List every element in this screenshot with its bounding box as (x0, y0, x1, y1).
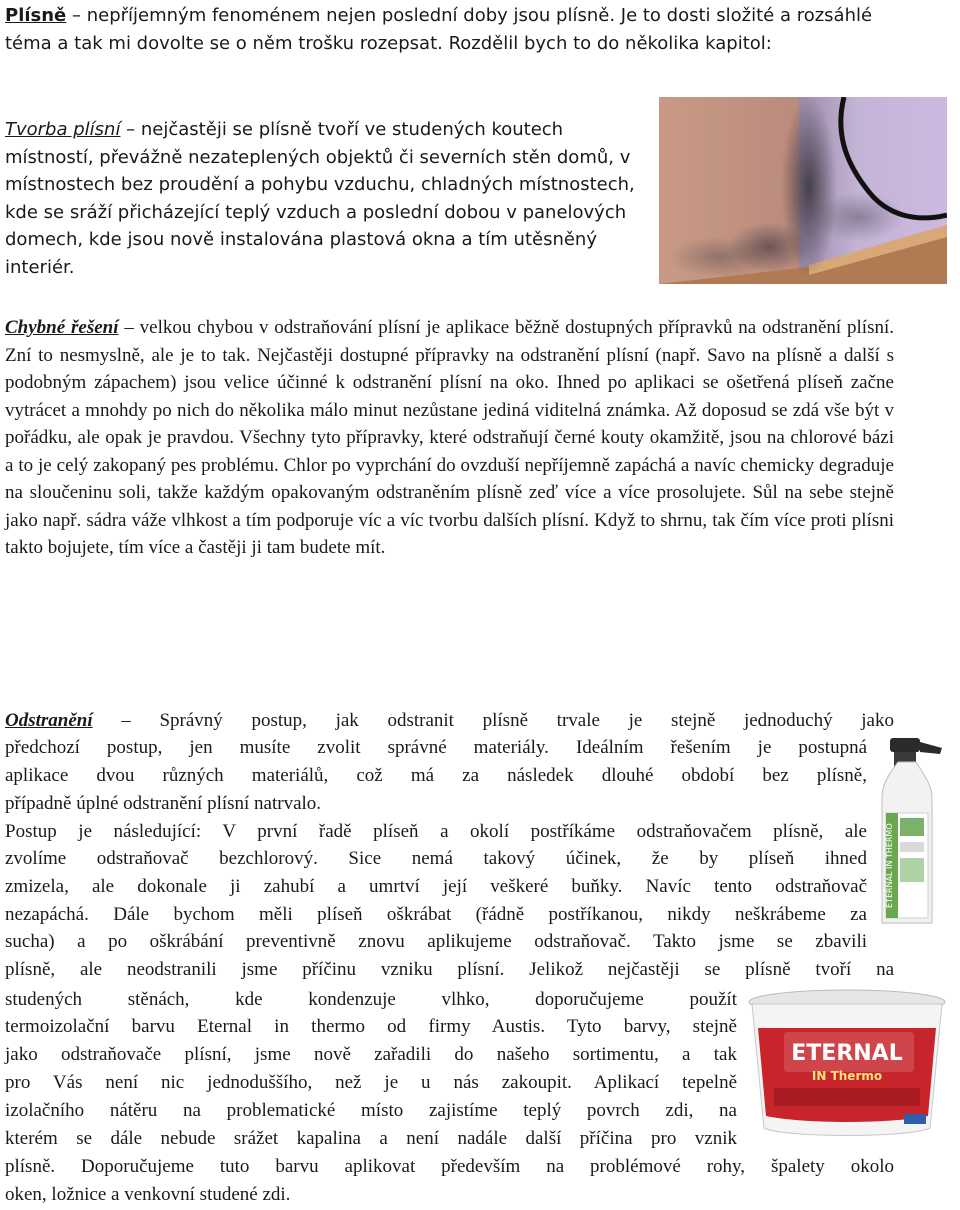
odstraneni-heading: Odstranění (5, 710, 93, 731)
odstraneni-line-6: zvolíme odstraňovač bezchlorový. Sice nemá takový účinek, že by plíseň ihned (5, 848, 867, 869)
odstraneni-line-3: aplikace dvou různých materiálů, což má za následek dlouhé období bez plísně, (5, 765, 867, 786)
odstraneni-line-2: předchozí postup, jen musíte zvolit správné materiály. Ideálním řešením je postupná (5, 737, 867, 758)
odstraneni-line-5: Postup je následující: V první řadě plíseň a okolí postříkáme odstraňovačem plísně, ale (5, 821, 867, 842)
odstraneni-line-15: izolačního nátěru na problematické místo zajistíme teplý povrch zdi, na (5, 1100, 737, 1121)
intro-paragraph (5, 2, 875, 57)
odstraneni-line-16: kterém se dále nebude srážet kapalina a není nadále další příčina pro vznik (5, 1128, 737, 1149)
odstraneni-line-12: termoizolační barvu Eternal in thermo od firmy Austis. Tyto barvy, stejně (5, 1016, 737, 1037)
odstraneni-line-7: zmizela, ale dokonale ji zahubí a umrtví její veškeré buňky. Navíc tento odstraňovač (5, 876, 867, 897)
intro-title: Plísně (5, 5, 67, 26)
odstraneni-line-13: jako odstraňovače plísní, jsme nově zařadili do našeho sortimentu, a tak (5, 1044, 737, 1065)
chybne-paragraph (5, 314, 894, 562)
odstraneni-line-17: plísně. Doporučujeme tuto barvu aplikovat především na problémové rohy, špalety okolo (5, 1156, 894, 1177)
spray-bottle-image (868, 738, 946, 928)
mold-corner-photo (659, 97, 947, 284)
odstraneni-line-11: studených stěnách, kde kondenzuje vlhko, doporučujeme použít (5, 989, 737, 1010)
tvorba-heading: Tvorba plísní (5, 119, 121, 140)
chybne-text: – velkou chybou v odstraňování plísní je aplikace běžně dostupných přípravků na odstranění plísní. Zní to nesmyslně, ale je to tak. Nejčastěji dostupné přípravky na odstranění plísní (např. Savo na plísně a další s podobným zápachem) jsou velice účinné k odstranění plísní na oko. Ihned po aplikaci se ošetřená plíseň začne vytrácet a mnohdy po nich do několika málo minut nezůstane jediná viditelná známka. Až doposud se zdá vše být v pořádku, ale opak je pravdou. Všechny tyto přípravky, které odstraňují černé kouty okamžitě, jsou na chlorové bázi a to je celý zakopaný pes problému. Chlor po vyprchání do ovzduší nepříjemně zapáchá a navíc chemicky degraduje na sloučeninu soli, takže každým opakovaným odstraněním plísně zeď více a více prosolujete. Sůl na sebe stejně jako např. sádra váže vlhkost a tím podporuje víc a víc tvorbu dalších plísní. Když to shrnu, tak čím více proti plísni takto bojujete, tím více a častěji ji tam budete mít. (5, 317, 894, 558)
odstraneni-line-10: plísně, ale neodstranili jsme příčinu vzniku plísní. Jelikož nejčastěji se plísně tvoří na (5, 959, 894, 980)
odstraneni-line-18: oken, ložnice a venkovní studené zdi. (5, 1184, 291, 1205)
chybne-heading: Chybné řešení (5, 317, 119, 338)
odstraneni-line-14: pro Vás není nic jednoduššího, než je u nás zakoupit. Aplikací tepelně (5, 1072, 737, 1093)
bucket-sub-text: IN Thermo (811, 1069, 883, 1083)
odstraneni-line-4: případně úplné odstranění plísní natrvalo. (5, 793, 322, 814)
tvorba-paragraph (5, 116, 655, 281)
spray-label-text: ETERNAL IN THERMO (885, 823, 894, 908)
bucket-brand-text: ETERNAL (791, 1041, 903, 1066)
odstraneni-line-9: sucha) a po oškrábání preventivně znovu aplikujeme odstraňovač. Takto jsme se zbavili (5, 931, 867, 952)
odstraneni-line-8: nezapáchá. Dále bychom měli plíseň oškrábat (řádně postříkanou, nikdy neškrábeme za (5, 904, 867, 925)
tvorba-text: – nejčastěji se plísně tvoří ve studených koutech místností, převážně nezateplených objektů či severních stěn domů, v místnostech bez proudění a pohybu vzduchu, chladných místnostech, kde se sráží přicházející teplý vzduch a poslední dobou v panelových domech, kde jsou nově instalována plastová okna a tím utěsněný interiér. (5, 119, 635, 278)
paint-bucket-image (744, 988, 950, 1138)
intro-text: – nepříjemným fenoménem nejen poslední doby jsou plísně. Je to dosti složité a rozsáhlé téma a tak mi dovolte se o něm trošku rozepsat. Rozdělil bych to do několika kapitol: (5, 5, 873, 54)
odstraneni-line-1: Odstranění – Správný postup, jak odstranit plísně trvale je stejně jednoduchý jako (5, 710, 894, 731)
